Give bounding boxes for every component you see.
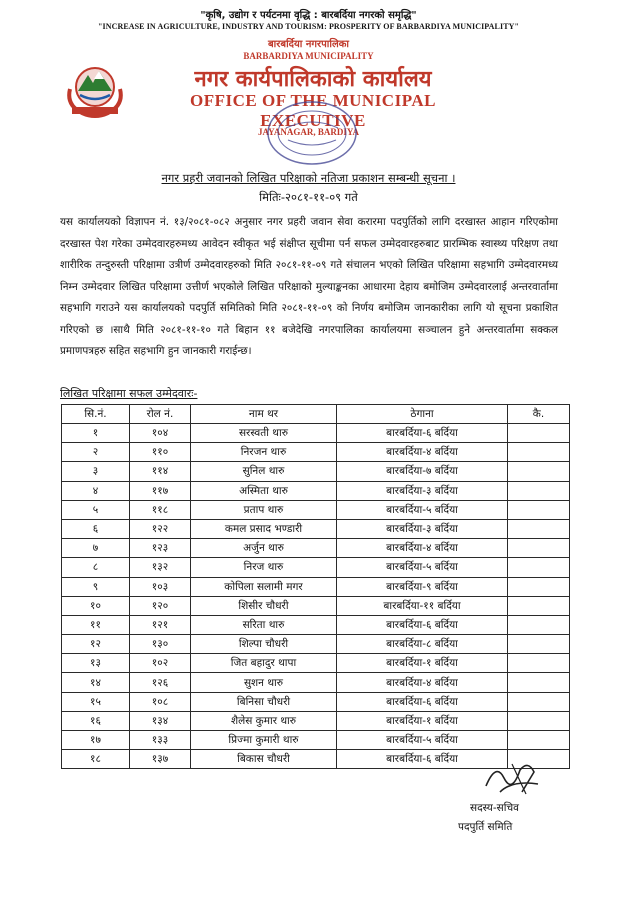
signature-icon	[482, 756, 542, 798]
cell-name: सरिता थारु	[191, 615, 337, 634]
results-table-body	[62, 424, 570, 769]
cell-remarks	[508, 500, 570, 519]
cell-address: बारबर्दिया-६ बर्दिया	[337, 424, 508, 443]
cell-address: बारबर्दिया-६ बर्दिया	[337, 692, 508, 711]
results-table	[61, 404, 570, 769]
cell-remarks	[508, 615, 570, 634]
cell-name: निरज थारु	[191, 558, 337, 577]
cell-serial: ८	[62, 558, 130, 577]
table-row	[62, 654, 570, 673]
slogan-nepali: "कृषि, उद्योग र पर्यटनमा वृद्धि : बारबर्दिया नगरको समृद्धि"	[200, 10, 417, 21]
notice-date: मितिः-२०८१-११-०९ गते	[259, 190, 358, 204]
cell-address: बारबर्दिया-११ बर्दिया	[337, 596, 508, 615]
cell-roll: १३४	[130, 711, 191, 730]
cell-remarks	[508, 596, 570, 615]
cell-serial: ६	[62, 519, 130, 538]
table-row	[62, 443, 570, 462]
cell-remarks	[508, 731, 570, 750]
cell-address: बारबर्दिया-९ बर्दिया	[337, 577, 508, 596]
cell-name: जित बहादुर थापा	[191, 654, 337, 673]
cell-roll: ११८	[130, 500, 191, 519]
cell-serial: १२	[62, 635, 130, 654]
cell-remarks	[508, 635, 570, 654]
cell-remarks	[508, 673, 570, 692]
cell-address: बारबर्दिया-१ बर्दिया	[337, 654, 508, 673]
cell-roll: ११४	[130, 462, 191, 481]
cell-roll: १०८	[130, 692, 191, 711]
cell-remarks	[508, 443, 570, 462]
cell-roll: १०३	[130, 577, 191, 596]
cell-roll: ११०	[130, 443, 191, 462]
cell-roll: १३२	[130, 558, 191, 577]
cell-serial: १०	[62, 596, 130, 615]
official-stamp-icon	[264, 98, 360, 168]
cell-serial: ९	[62, 577, 130, 596]
cell-serial: १	[62, 424, 130, 443]
cell-name: सुशन थारु	[191, 673, 337, 692]
cell-roll: १२६	[130, 673, 191, 692]
table-row	[62, 424, 570, 443]
table-row	[62, 500, 570, 519]
cell-remarks	[508, 519, 570, 538]
table-row	[62, 673, 570, 692]
cell-name: कोपिला सलामी मगर	[191, 577, 337, 596]
cell-address: बारबर्दिया-६ बर्दिया	[337, 615, 508, 634]
header-roll: रोल नं.	[130, 405, 191, 424]
cell-address: बारबर्दिया-७ बर्दिया	[337, 462, 508, 481]
cell-serial: २	[62, 443, 130, 462]
signatory-committee: पदपुर्ति समिति	[458, 821, 513, 833]
header-serial: सि.नं.	[62, 405, 130, 424]
cell-roll: १२२	[130, 519, 191, 538]
cell-name: अस्मिता थारु	[191, 481, 337, 500]
cell-roll: १२०	[130, 596, 191, 615]
cell-roll: १३३	[130, 731, 191, 750]
cell-serial: ३	[62, 462, 130, 481]
table-row	[62, 577, 570, 596]
cell-name: अर्जुन थारु	[191, 539, 337, 558]
cell-remarks	[508, 711, 570, 730]
cell-name: प्रिज्मा कुमारी थारु	[191, 731, 337, 750]
cell-address: बारबर्दिया-४ बर्दिया	[337, 673, 508, 692]
cell-name: शिसीर चौधरी	[191, 596, 337, 615]
header-address: ठेगाना	[337, 405, 508, 424]
table-header-row	[62, 405, 570, 424]
cell-serial: ४	[62, 481, 130, 500]
office-address: JAYANAGAR, BARDIYA	[257, 127, 360, 137]
office-title-nepali: नगर कार्यपालिकाको कार्यालय	[194, 67, 432, 92]
cell-roll: १२१	[130, 615, 191, 634]
table-row	[62, 635, 570, 654]
cell-serial: १४	[62, 673, 130, 692]
cell-name: कमल प्रसाद भण्डारी	[191, 519, 337, 538]
notice-title	[0, 171, 617, 186]
cell-address: बारबर्दिया-८ बर्दिया	[337, 635, 508, 654]
table-row	[62, 481, 570, 500]
table-row	[62, 462, 570, 481]
cell-roll: १३०	[130, 635, 191, 654]
cell-roll: १२३	[130, 539, 191, 558]
cell-serial: १५	[62, 692, 130, 711]
cell-serial: १३	[62, 654, 130, 673]
table-row	[62, 692, 570, 711]
notice-title-text: नगर प्रहरी जवानको लिखित परिक्षाको नतिजा प्रकाशन सम्बन्धी सूचना ।	[161, 171, 456, 185]
cell-name: प्रताप थारु	[191, 500, 337, 519]
signatory-title: सदस्य-सचिव	[470, 802, 519, 814]
cell-address: बारबर्दिया-३ बर्दिया	[337, 481, 508, 500]
cell-name: बिकास चौधरी	[191, 750, 337, 769]
cell-address: बारबर्दिया-६ बर्दिया	[337, 750, 508, 769]
cell-remarks	[508, 654, 570, 673]
cell-address: बारबर्दिया-१ बर्दिया	[337, 711, 508, 730]
slogan-english: "INCREASE IN AGRICULTURE, INDUSTRY AND TOURISM: PROSPERITY OF BARBARDIYA MUNICIPALITY"	[97, 22, 520, 31]
notice-body: यस कार्यालयको विज्ञापन नं. १३/२०८१-०८२ अनुसार नगर प्रहरी जवान सेवा करारमा पदपुर्तिको लागि दरखास्त आहान गरिएकोमा दरखास्त पेश गरेका उम्मेदवारहरुमध्य आवेदन स्वीकृत भई संक्षीप्त सूचीमा पर्न सफल उम्मेदवारहरुबाट प्रारम्भिक स्वास्थ्य परिक्षण तथा शारीरिक तन्दुरुस्ती परिक्षामा उत्रीर्ण उम्मेदवारहरुको मिति २०८१-११-०९ गते संचालन भएको लिखित परिक्षामा सहभागि उम्मेदवारमध्य निम्न उम्मेदवार लिखित परिक्षामा उत्तीर्ण भएकोले लिखित परिक्षाको मुल्याङ्कनका आधारमा देहाय बमोजिम उम्मेदवारलाई अन्तरवार्तामा सहभागि गराउने यस कार्यालयको पदपुर्ति समितिको मिति २०८१-११-०९ को निर्णय बमोजिम जानकारीका लागि यो सूचना प्रकाशित गरिएको छ ।साथै मिति २०८१-११-१० गते बिहान ११ बजेदेखि नगरपालिका कार्यालयमा सञ्चालन हुने अन्तरवार्तामा सक्कल प्रमाणपत्रहरु सहित सहभागि हुन जानकारी गराईन्छ।	[60, 216, 558, 357]
header-name: नाम थर	[191, 405, 337, 424]
table-row	[62, 539, 570, 558]
cell-remarks	[508, 539, 570, 558]
municipality-name-nepali: बारबर्दिया नगरपालिका	[267, 39, 350, 50]
cell-remarks	[508, 424, 570, 443]
municipality-name-english: BARBARDIYA MUNICIPALITY	[243, 51, 374, 61]
cell-remarks	[508, 577, 570, 596]
nepal-emblem-icon	[62, 55, 128, 119]
cell-serial: १६	[62, 711, 130, 730]
cell-address: बारबर्दिया-४ बर्दिया	[337, 443, 508, 462]
cell-address: बारबर्दिया-५ बर्दिया	[337, 558, 508, 577]
table-row	[62, 596, 570, 615]
table-row	[62, 711, 570, 730]
cell-roll: ११७	[130, 481, 191, 500]
table-row	[62, 558, 570, 577]
table-row	[62, 731, 570, 750]
successful-candidates-heading: लिखित परिक्षामा सफल उम्मेदवारः-	[60, 387, 198, 400]
cell-name: बिनिसा चौधरी	[191, 692, 337, 711]
header-remarks: कै.	[508, 405, 570, 424]
cell-address: बारबर्दिया-५ बर्दिया	[337, 500, 508, 519]
cell-address: बारबर्दिया-३ बर्दिया	[337, 519, 508, 538]
office-title-english: OFFICE OF THE MUNICIPAL EXECUTIVE	[190, 91, 436, 130]
cell-name: शिल्पा चौधरी	[191, 635, 337, 654]
table-row	[62, 519, 570, 538]
cell-address: बारबर्दिया-५ बर्दिया	[337, 731, 508, 750]
cell-roll: १०४	[130, 424, 191, 443]
cell-name: निरजन थारु	[191, 443, 337, 462]
cell-serial: ११	[62, 615, 130, 634]
cell-roll: १०२	[130, 654, 191, 673]
cell-name: शैलेस कुमार थारु	[191, 711, 337, 730]
cell-remarks	[508, 558, 570, 577]
cell-address: बारबर्दिया-४ बर्दिया	[337, 539, 508, 558]
cell-serial: ७	[62, 539, 130, 558]
table-row	[62, 615, 570, 634]
cell-remarks	[508, 481, 570, 500]
cell-name: सुनिल थारु	[191, 462, 337, 481]
cell-name: सरस्वती थारु	[191, 424, 337, 443]
cell-remarks	[508, 692, 570, 711]
cell-serial: १७	[62, 731, 130, 750]
cell-roll: १३७	[130, 750, 191, 769]
cell-remarks	[508, 462, 570, 481]
cell-serial: ५	[62, 500, 130, 519]
cell-serial: १८	[62, 750, 130, 769]
